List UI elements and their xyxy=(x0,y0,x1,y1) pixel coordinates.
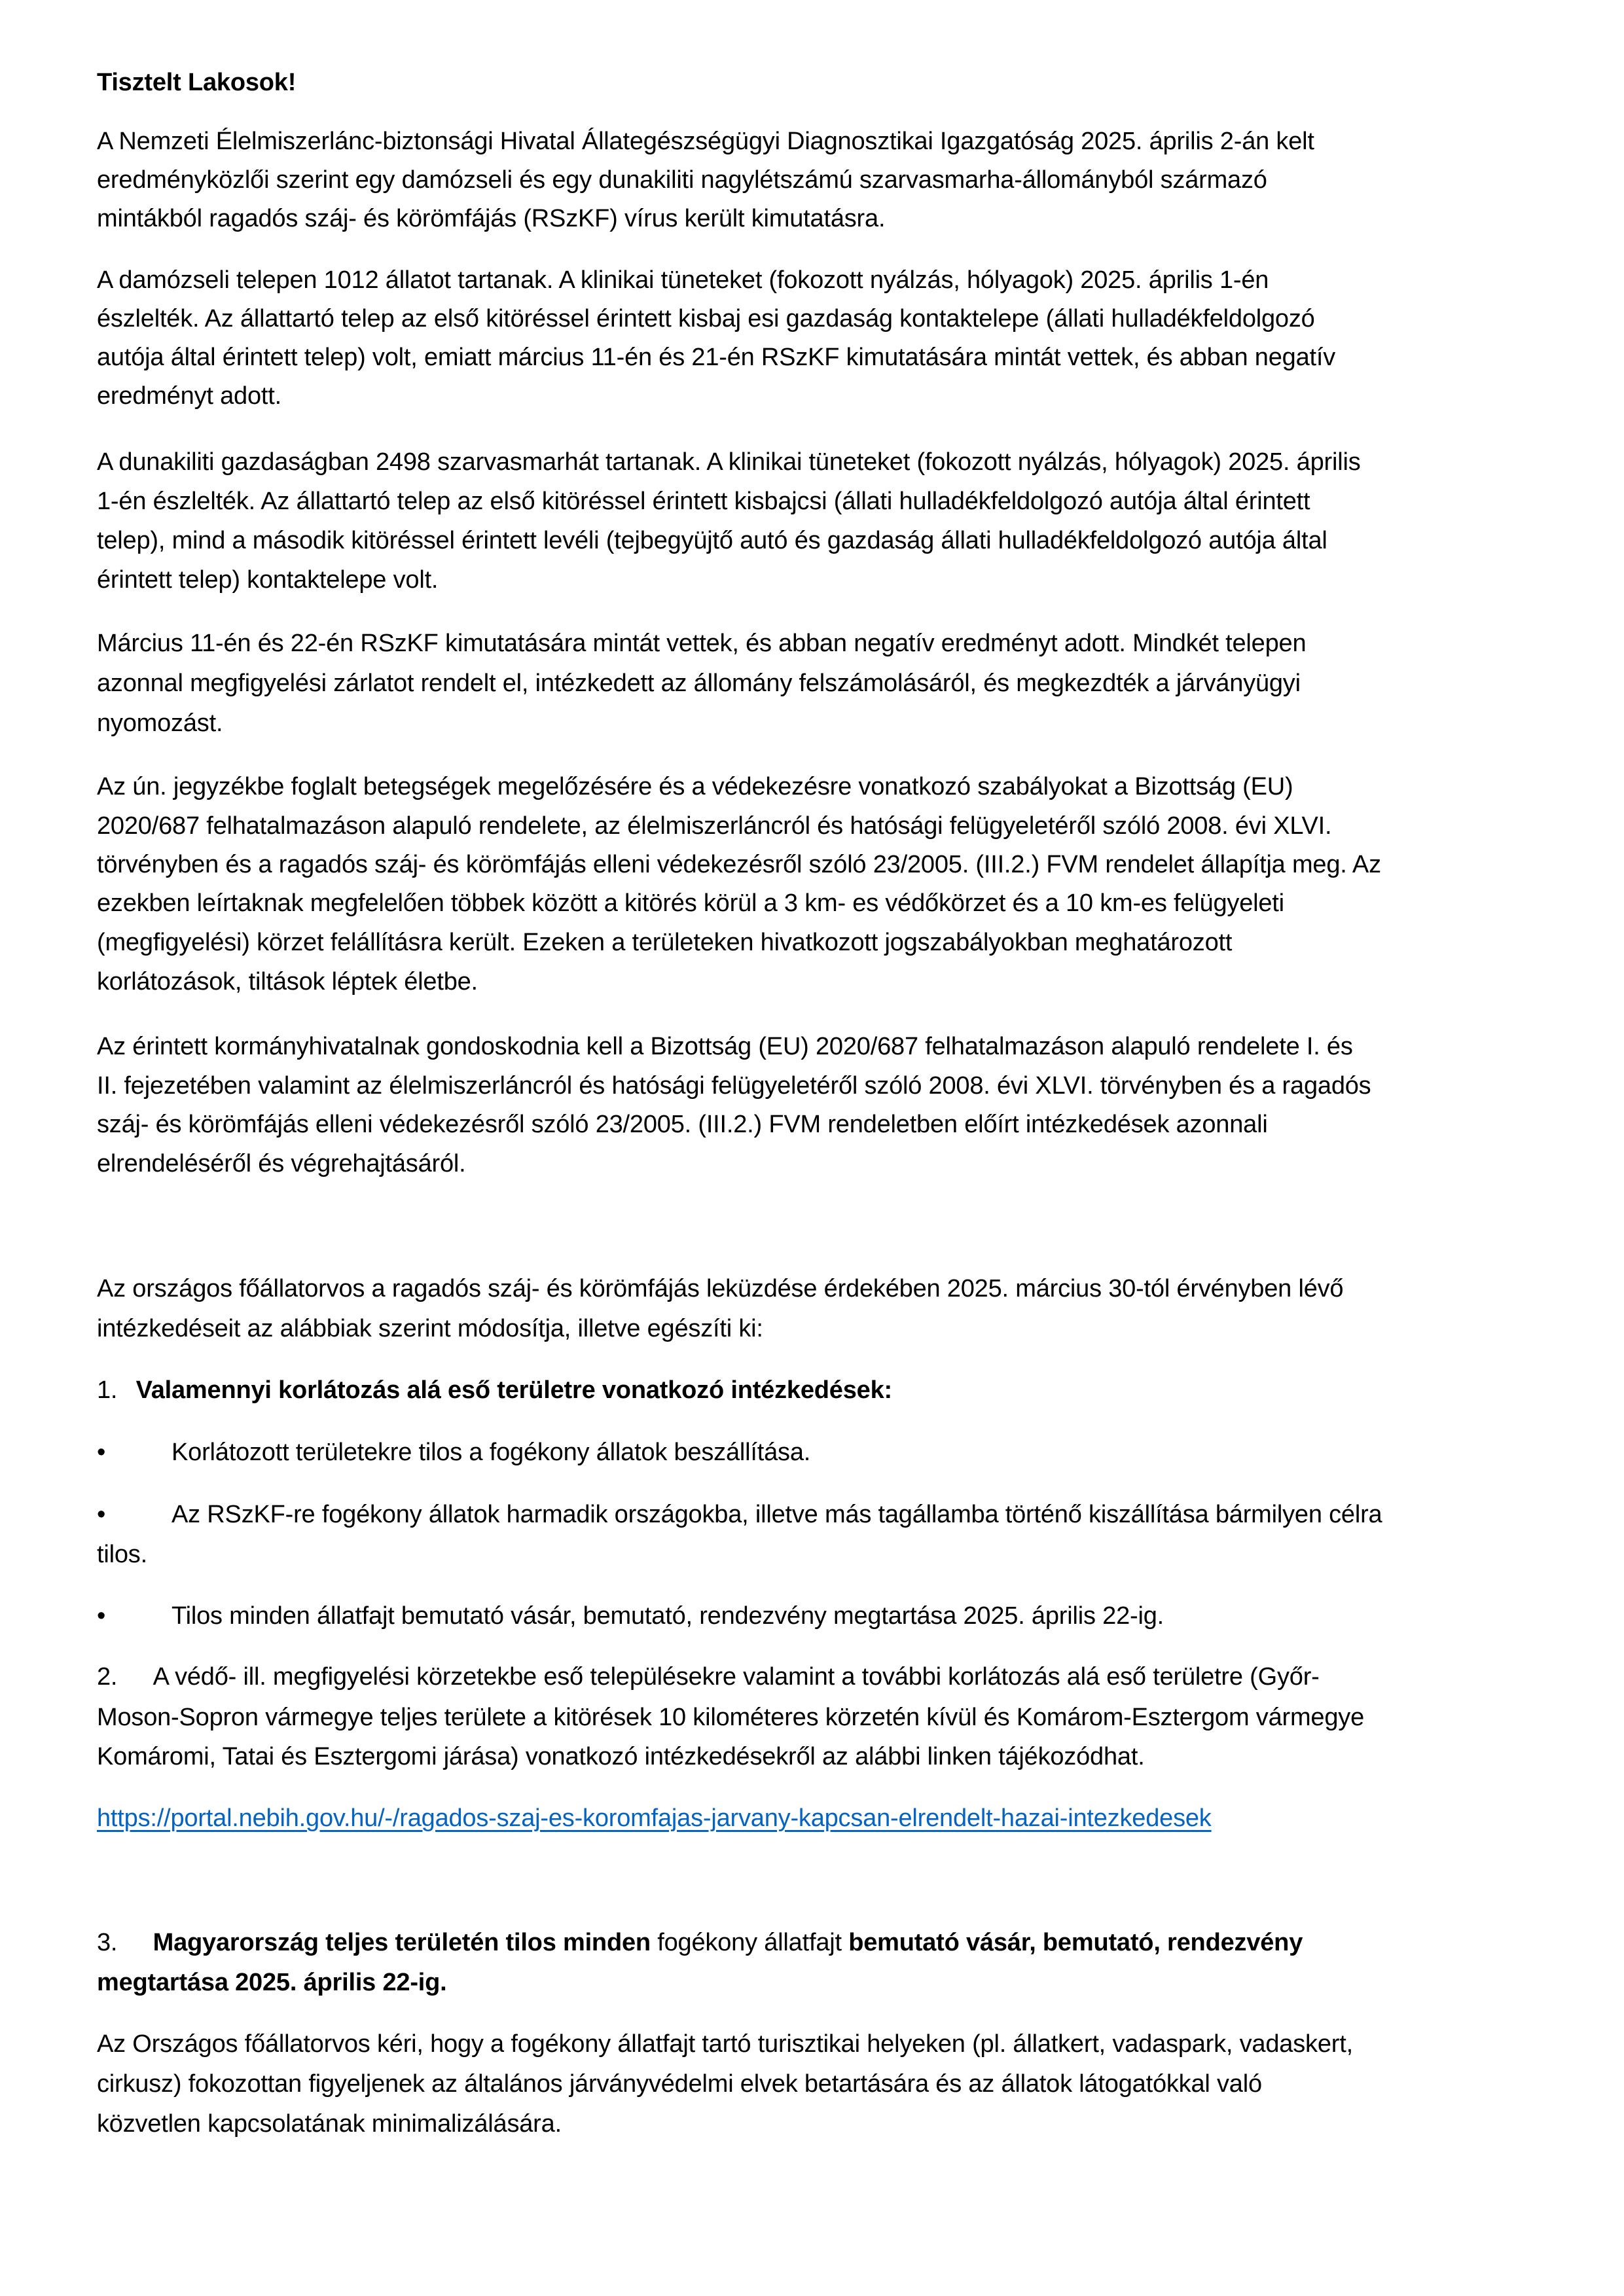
paragraph-line: mintákból ragadós száj- és körömfájás (RSzKF) vírus került kimutatásra. xyxy=(97,205,886,232)
paragraph-line: eredményt adott. xyxy=(97,382,281,410)
paragraph-line: Az érintett kormányhivatalnak gondoskodnia kell a Bizottság (EU) 2020/687 felhatalmazáson alapuló rendelete I. és xyxy=(97,1033,1353,1060)
paragraph-line: száj- és körömfájás elleni védekezésről szóló 23/2005. (III.2.) FVM rendeletben előírt intézkedések azonnali xyxy=(97,1111,1268,1138)
link-row xyxy=(97,1799,1212,1838)
paragraph-line: közvetlen kapcsolatának minimalizálására. xyxy=(97,2110,562,2138)
paragraph-line: Az ún. jegyzékbe foglalt betegségek megelőzésére és a védekezésre vonatkozó szabályokat a Bizottság (EU) xyxy=(97,773,1293,800)
paragraph-line: Moson-Sopron vármegye teljes területe a kitörések 10 kilométeres körzetén kívül és Komárom-Esztergom vármegye xyxy=(97,1704,1365,1731)
paragraph-line: ezekben leírtaknak megfelelően többek között a kitörés körül a 3 km- es védőkörzet és a 10 km-es felügyeleti xyxy=(97,889,1284,917)
paragraph-line: A dunakiliti gazdaságban 2498 szarvasmarhát tartanak. A klinikai tüneteket (fokozott nyálzás, hólyagok) 2025. április xyxy=(97,448,1361,476)
paragraph-line: Az Országos főállatorvos kéri, hogy a fogékony állatfajt tartó turisztikai helyeken (pl. állatkert, vadaspark, vadaskert, xyxy=(97,2030,1353,2058)
bullet-text: Korlátozott területekre tilos a fogékony állatok beszállítása. xyxy=(171,1439,811,1466)
bullet-text: Tilos minden állatfajt bemutató vásár, bemutató, rendezvény megtartása 2025. április 22-ig. xyxy=(171,1602,1164,1630)
paragraph-line: érintett telep) kontaktelepe volt. xyxy=(97,566,439,594)
bullet-item xyxy=(0,1433,1624,1472)
paragraph-line: elrendeléséről és végrehajtásáról. xyxy=(97,1150,466,1177)
paragraph-line: törvényben és a ragadós száj- és körömfájás elleni védekezésről szóló 23/2005. (III.2.) FVM rendelet állapítja meg. Az xyxy=(97,851,1381,878)
list-item-1-heading: Valamennyi korlátozás alá eső területre vonatkozó intézkedések: xyxy=(135,1376,892,1404)
paragraph-line: azonnal megfigyelési zárlatot rendelt el, intézkedett az állomány felszámolásáról, és megkezdték a járványügyi xyxy=(97,670,1301,697)
bullet-item xyxy=(0,1495,1624,1534)
list-item-3-normal: fogékony állatfajt xyxy=(650,1929,849,1956)
paragraph-line: A damózseli telepen 1012 állatot tartanak. A klinikai tüneteket (fokozott nyálzás, hólyagok) 2025. április 1-én xyxy=(97,266,1269,294)
list-item-2-row xyxy=(97,1657,1320,1696)
paragraph-line: Az országos főállatorvos a ragadós száj- és körömfájás leküzdése érdekében 2025. március 30-tól érvényben lévő xyxy=(97,1275,1344,1302)
paragraph-line: Március 11-én és 22-én RSzKF kimutatására mintát vettek, és abban negatív eredményt adott. Mindkét telepen xyxy=(97,630,1307,657)
bullet-item xyxy=(0,1596,1624,1636)
list-number: 1. xyxy=(97,1376,118,1404)
paragraph-line: (megfigyelési) körzet felállításra került. Ezeken a területeken hivatkozott jogszabályokban meghatározott xyxy=(97,929,1233,956)
bullet-icon: • xyxy=(97,1501,106,1528)
list-item-3-bold-a: Magyarország teljes területén tilos minden xyxy=(153,1929,651,1956)
paragraph-line: telep), mind a második kitöréssel érintett levéli (tejbegyüjtő autó és gazdaság állati hulladékfeldolgozó autója által xyxy=(97,527,1327,554)
list-item-3-line2: megtartása 2025. április 22-ig. xyxy=(97,1969,447,1996)
paragraph-line: nyomozást. xyxy=(97,709,223,737)
paragraph-line: cirkusz) fokozottan figyeljenek az általános járványvédelmi elvek betartására és az állatok látogatókkal való xyxy=(97,2070,1262,2098)
paragraph-line: A Nemzeti Élelmiszerlánc-biztonsági Hivatal Állategészségügyi Diagnosztikai Igazgatóság 2025. április 2-án kelt xyxy=(97,128,1314,155)
list-number: 3. xyxy=(97,1929,118,1956)
paragraph-line: II. fejezetében valamint az élelmiszerláncról és hatósági felügyeletéről szóló 2008. évi XLVI. törvényben és a ragadós xyxy=(97,1072,1371,1100)
list-number: 2. xyxy=(97,1663,118,1691)
paragraph-line: Komáromi, Tatai és Esztergomi járása) vonatkozó intézkedésekről az alábbi linken tájékozódhat. xyxy=(97,1743,1145,1770)
greeting-heading: Tisztelt Lakosok! xyxy=(97,69,297,96)
paragraph-line: korlátozások, tiltások léptek életbe. xyxy=(97,968,478,996)
bullet-text: Az RSzKF-re fogékony állatok harmadik országokba, illetve más tagállamba történő kiszállítása bármilyen célra xyxy=(171,1501,1382,1528)
bullet-text-continuation: tilos. xyxy=(97,1541,147,1568)
paragraph-line: 2020/687 felhatalmazáson alapuló rendelete, az élelmiszerláncról és hatósági felügyeletéről szóló 2008. évi XLVI. xyxy=(97,812,1332,840)
list-item-3-row xyxy=(97,1923,1303,1962)
list-item-1-row xyxy=(97,1371,892,1410)
paragraph-line: eredményközlői szerint egy damózseli és egy dunakiliti nagylétszámú szarvasmarha-állományból származó xyxy=(97,166,1267,194)
paragraph-line: autója által érintett telep) volt, emiatt március 11-én és 21-én RSzKF kimutatására mintát vettek, és abban negatív xyxy=(97,344,1336,371)
paragraph-line: intézkedéseit az alábbiak szerint módosítja, illetve egészíti ki: xyxy=(97,1315,763,1342)
paragraph-line: 1-én észlelték. Az állattartó telep az első kitöréssel érintett kisbajcsi (állati hulladékfeldolgozó autója által érintett xyxy=(97,488,1310,515)
nebih-measures-link[interactable]: https://portal.nebih.gov.hu/-/ragados-szaj-es-koromfajas-jarvany-kapcsan-elrendelt-hazai-intezkedesek xyxy=(97,1804,1212,1832)
list-item-3-bold-b: bemutató vásár, bemutató, rendezvény xyxy=(848,1929,1303,1956)
paragraph-line: észlelték. Az állattartó telep az első kitöréssel érintett kisbaj esi gazdaság kontaktelepe (állati hulladékfeldolgozó xyxy=(97,305,1315,332)
list-item-2-text: A védő- ill. megfigyelési körzetekbe eső településekre valamint a további korlátozás alá eső területre (Győr- xyxy=(153,1663,1320,1691)
bullet-icon: • xyxy=(97,1602,106,1630)
bullet-icon: • xyxy=(97,1439,106,1466)
